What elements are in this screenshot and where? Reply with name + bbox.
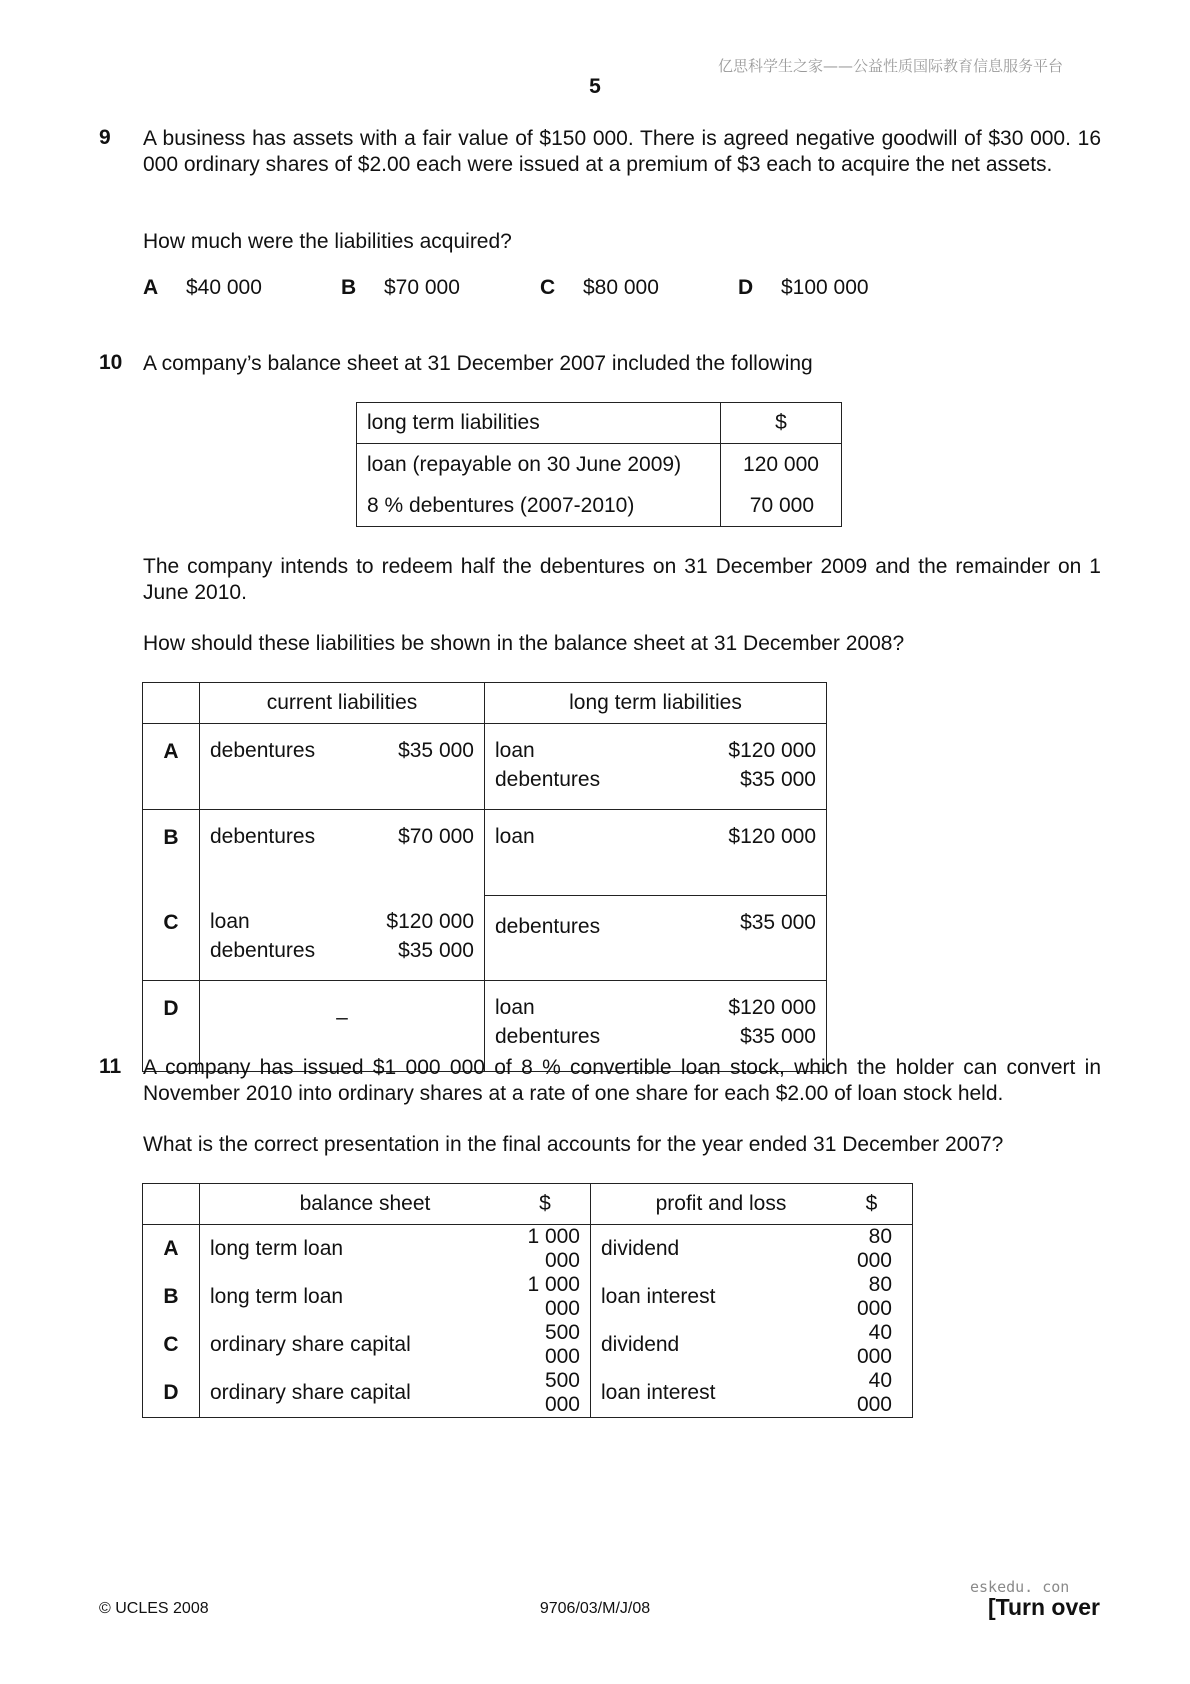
watermark-text: 亿思科学生之家——公益性质国际教育信息服务平台 bbox=[717, 57, 1063, 75]
question-9-number: 9 bbox=[99, 126, 111, 149]
table-row bbox=[357, 485, 842, 527]
question-10-number: 10 bbox=[99, 351, 123, 374]
table-row bbox=[357, 444, 842, 486]
option-letter: D bbox=[143, 981, 200, 1072]
option-c[interactable]: C $80 000 bbox=[540, 276, 659, 299]
option-row-c[interactable]: C ordinary share capital 500 000 dividend 40 000 bbox=[143, 1321, 913, 1369]
dash-placeholder: – bbox=[336, 1006, 348, 1029]
header-long-term: long term liabilities bbox=[485, 683, 827, 724]
row-value: 70 000 bbox=[749, 493, 814, 517]
row-value: 120 000 bbox=[743, 452, 819, 476]
option-row-d[interactable]: D ordinary share capital 500 000 loan interest 40 000 bbox=[143, 1369, 913, 1418]
question-11-number: 11 bbox=[99, 1055, 122, 1078]
question-11-options-table bbox=[142, 1183, 913, 1418]
option-row-a[interactable]: A long term loan 1 000 000 dividend 80 000 bbox=[143, 1225, 913, 1274]
option-a[interactable]: A $40 000 bbox=[143, 276, 262, 299]
question-9-options bbox=[143, 276, 1043, 306]
header-cell: long term liabilities bbox=[357, 403, 721, 444]
question-10-options-table bbox=[142, 682, 827, 1072]
copyright: © UCLES 2008 bbox=[99, 1600, 209, 1617]
option-row-b[interactable]: B debentures $70 000 loan $120 000 bbox=[143, 810, 827, 896]
question-9-prompt: How much were the liabilities acquired? bbox=[143, 230, 512, 253]
balance-sheet-extract-table bbox=[356, 402, 842, 527]
option-b[interactable]: B $70 000 bbox=[341, 276, 460, 299]
option-letter: C bbox=[143, 895, 200, 981]
option-row-b[interactable]: B long term loan 1 000 000 loan interest 80 000 bbox=[143, 1273, 913, 1321]
turn-over-label: [Turn over bbox=[987, 1594, 1100, 1620]
option-row-d[interactable]: D – loan $120 000 debentures $35 000 bbox=[143, 981, 827, 1072]
option-row-a[interactable]: A debentures $35 000 loan $120 000 debentures $35 000 bbox=[143, 724, 827, 810]
paper-code: 9706/03/M/J/08 bbox=[539, 1600, 651, 1617]
question-9-text: A business has assets with a fair value of $150 000. There is agreed negative goodwill of $30 000. 16 000 ordinary shares of $2.00 each were issued at a premium of $3 each to acquire the net assets. bbox=[143, 127, 1101, 176]
row-label: 8 % debentures (2007-2010) bbox=[357, 485, 721, 527]
site-watermark: eskedu. con bbox=[970, 1578, 1070, 1596]
header-profit-loss: profit and loss bbox=[591, 1184, 832, 1225]
option-row-c[interactable]: C loan $120 000 debentures $35 000 debentures $35 000 bbox=[143, 895, 827, 981]
question-10-text: The company intends to redeem half the debentures on 31 December 2009 and the remainder on 1 June 2010. bbox=[143, 555, 1101, 604]
header-balance-sheet: balance sheet bbox=[200, 1184, 501, 1225]
question-11-text: A company has issued $1 000 000 of 8 % convertible loan stock, which the holder can convert in November 2010 into ordinary shares at a rate of one share for each $2.00 of loan stock held. bbox=[143, 1056, 1101, 1105]
question-10-prompt: How should these liabilities be shown in the balance sheet at 31 December 2008? bbox=[143, 632, 905, 655]
question-10-intro: A company’s balance sheet at 31 December 2007 included the following bbox=[143, 352, 813, 375]
header-cell: $ bbox=[721, 403, 842, 444]
table-header bbox=[357, 403, 842, 444]
question-11-prompt: What is the correct presentation in the final accounts for the year ended 31 December 2007? bbox=[143, 1133, 1004, 1156]
table-header bbox=[143, 683, 827, 724]
option-d[interactable]: D $100 000 bbox=[738, 276, 869, 299]
header-dollar: $ bbox=[831, 1184, 913, 1225]
table-header bbox=[143, 1184, 913, 1225]
row-label: loan (repayable on 30 June 2009) bbox=[357, 444, 721, 486]
page-number: 5 bbox=[589, 75, 601, 98]
header-current: current liabilities bbox=[200, 683, 485, 724]
header-dollar: $ bbox=[500, 1184, 591, 1225]
option-letter: B bbox=[143, 810, 200, 896]
option-letter: A bbox=[143, 724, 200, 810]
